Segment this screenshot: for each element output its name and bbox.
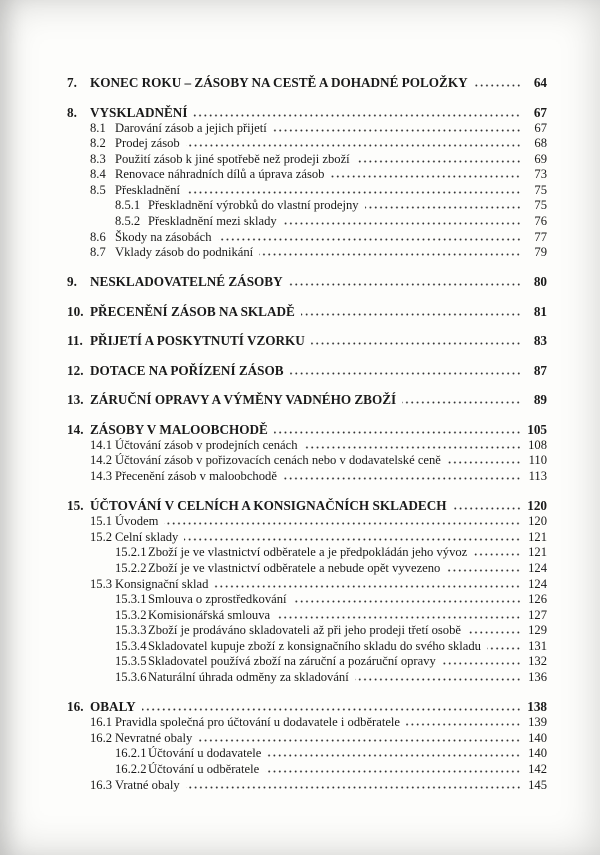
entry-number: 16.1 xyxy=(90,715,113,730)
toc-subsection-entry xyxy=(67,214,547,230)
dot-leader xyxy=(311,342,521,345)
dot-leader xyxy=(198,739,521,742)
dot-leader xyxy=(453,507,522,510)
entry-title: OBALY xyxy=(90,699,136,715)
entry-title: Celní sklady xyxy=(115,529,179,544)
dot-leader xyxy=(273,129,521,132)
dot-leader xyxy=(442,662,521,665)
dot-leader xyxy=(259,253,521,256)
entry-title: Účtování zásob v pořizovacích cenách nebo v dodavatelské ceně xyxy=(115,453,441,468)
toc-section-entry xyxy=(67,715,547,731)
toc-subsection-entry xyxy=(67,639,547,655)
entry-number: 8.3 xyxy=(90,151,106,166)
entry-number: 11. xyxy=(67,333,83,349)
table-of-contents xyxy=(67,62,547,793)
toc-chapter-entry xyxy=(67,497,547,514)
entry-title: Komisionářská smlouva xyxy=(148,607,271,622)
entry-number: 15.2.2 xyxy=(115,560,147,575)
entry-page-number: 73 xyxy=(534,167,547,182)
entry-number: 15.2 xyxy=(90,529,113,544)
toc-section-entry xyxy=(67,530,547,546)
toc-section-entry xyxy=(67,152,547,168)
entry-title: Škody na zásobách xyxy=(115,229,212,244)
dot-leader xyxy=(184,538,521,541)
entry-page-number: 77 xyxy=(534,229,547,244)
entry-number: 16.3 xyxy=(90,777,113,792)
entry-number: 8.5 xyxy=(90,182,106,197)
entry-title: Účtování zásob v prodejních cenách xyxy=(115,437,298,452)
entry-title: Úvodem xyxy=(115,514,159,529)
dot-leader xyxy=(218,238,521,241)
dot-leader xyxy=(186,191,521,194)
entry-page-number: 139 xyxy=(528,715,547,730)
entry-page-number: 67 xyxy=(534,120,547,135)
entry-title: NESKLADOVATELNÉ ZÁSOBY xyxy=(90,274,283,290)
entry-title: Prodej zásob xyxy=(115,136,180,151)
entry-page-number: 110 xyxy=(528,453,547,468)
entry-page-number: 87 xyxy=(533,362,547,378)
dot-leader xyxy=(186,786,521,789)
dot-leader xyxy=(283,477,521,480)
entry-number: 8.5.2 xyxy=(115,214,141,229)
toc-subsection-entry xyxy=(67,654,547,670)
entry-page-number: 121 xyxy=(528,545,547,560)
toc-chapter-entry xyxy=(67,362,547,379)
entry-number: 14.3 xyxy=(90,469,113,484)
entry-page-number: 120 xyxy=(527,498,547,514)
entry-page-number: 67 xyxy=(533,104,547,120)
entry-number: 7. xyxy=(67,75,77,90)
dot-leader xyxy=(301,313,521,316)
entry-number: 14. xyxy=(67,421,84,437)
entry-title: Darování zásob a jejich přijetí xyxy=(115,120,267,135)
entry-title: Naturální úhrada odměny za skladování xyxy=(148,670,349,685)
entry-title: Zboží je ve vlastnictví odběratele a je předpokládán jeho vývoz xyxy=(148,545,468,560)
entry-number: 14.2 xyxy=(90,453,113,468)
entry-title: VYSKLADNĚNÍ xyxy=(90,104,188,120)
dot-leader xyxy=(293,600,521,603)
dot-leader xyxy=(214,585,521,588)
entry-number: 8.6 xyxy=(90,229,106,244)
toc-chapter-entry xyxy=(67,273,547,290)
dot-leader xyxy=(446,569,521,572)
entry-number: 8.4 xyxy=(90,167,106,182)
entry-title: Použití zásob k jiné spotřebě než prodeji zboží xyxy=(115,151,350,166)
entry-number: 15.3.1 xyxy=(115,592,147,607)
dot-leader xyxy=(356,160,521,163)
entry-number: 15.3.4 xyxy=(115,638,147,653)
entry-page-number: 129 xyxy=(528,623,547,638)
entry-page-number: 121 xyxy=(528,529,547,544)
toc-subsection-entry xyxy=(67,762,547,778)
dot-leader xyxy=(164,522,521,525)
entry-title: Renovace náhradních dílů a úprava zásob xyxy=(115,167,325,182)
dot-leader xyxy=(473,553,521,556)
dot-leader xyxy=(193,114,521,117)
entry-number: 15. xyxy=(67,498,84,514)
dot-leader xyxy=(267,754,521,757)
entry-page-number: 132 xyxy=(528,654,547,669)
dot-leader xyxy=(304,446,521,449)
entry-number: 8.7 xyxy=(90,245,106,260)
entry-page-number: 138 xyxy=(527,699,547,715)
dot-leader xyxy=(402,401,521,404)
entry-number: 16. xyxy=(67,699,84,715)
entry-title: Zboží je prodáváno skladovateli až při jeho prodeji třetí osobě xyxy=(148,623,461,638)
toc-section-entry xyxy=(67,438,547,454)
dot-leader xyxy=(276,616,521,619)
entry-page-number: 75 xyxy=(534,198,547,213)
toc-subsection-entry xyxy=(67,670,547,686)
entry-title: Přeskladnění výrobků do vlastní prodejny xyxy=(148,198,359,213)
entry-page-number: 136 xyxy=(528,670,547,685)
entry-page-number: 75 xyxy=(534,182,547,197)
toc-chapter-entry xyxy=(67,391,547,408)
toc-subsection-entry xyxy=(67,746,547,762)
entry-title: ZÁRUČNÍ OPRAVY A VÝMĚNY VADNÉHO ZBOŽÍ xyxy=(90,392,397,408)
entry-title: Účtování u dodavatele xyxy=(148,746,262,761)
toc-chapter-entry xyxy=(67,332,547,349)
entry-page-number: 79 xyxy=(534,245,547,260)
dot-leader xyxy=(467,631,521,634)
entry-page-number: 131 xyxy=(528,638,547,653)
entry-number: 8.1 xyxy=(90,120,106,135)
toc-section-entry xyxy=(67,230,547,246)
entry-page-number: 113 xyxy=(528,469,547,484)
entry-page-number: 80 xyxy=(533,274,547,290)
entry-title: Přecenění zásob v maloobchodě xyxy=(115,469,277,484)
entry-title: Přeskladnění xyxy=(115,182,181,197)
toc-section-entry xyxy=(67,778,547,794)
entry-number: 10. xyxy=(67,303,84,319)
toc-chapter-entry xyxy=(67,303,547,320)
toc-section-entry xyxy=(67,245,547,261)
toc-chapter-entry xyxy=(67,104,547,121)
entry-title: Pravidla společná pro účtování u dodavatele i odběratele xyxy=(115,715,401,730)
entry-page-number: 142 xyxy=(528,761,547,776)
toc-section-entry xyxy=(67,167,547,183)
entry-page-number: 120 xyxy=(528,514,547,529)
entry-title: ÚČTOVÁNÍ V CELNÍCH A KONSIGNAČNÍCH SKLADECH xyxy=(90,498,447,514)
dot-leader xyxy=(186,144,521,147)
entry-number: 13. xyxy=(67,392,84,408)
entry-title: Přeskladnění mezi sklady xyxy=(148,214,277,229)
entry-number: 16.2.2 xyxy=(115,761,147,776)
entry-number: 15.2.1 xyxy=(115,545,147,560)
dot-leader xyxy=(289,283,521,286)
entry-title: DOTACE NA POŘÍZENÍ ZÁSOB xyxy=(90,362,284,378)
entry-page-number: 81 xyxy=(533,303,547,319)
toc-section-entry xyxy=(67,577,547,593)
toc-subsection-entry xyxy=(67,545,547,561)
entry-page-number: 76 xyxy=(534,214,547,229)
entry-page-number: 89 xyxy=(533,392,547,408)
entry-title: PŘIJETÍ A POSKYTNUTÍ VZORKU xyxy=(90,333,305,349)
dot-leader xyxy=(355,678,521,681)
entry-page-number: 140 xyxy=(528,730,547,745)
toc-chapter-entry xyxy=(67,74,547,91)
entry-page-number: 83 xyxy=(533,333,547,349)
entry-page-number: 64 xyxy=(533,75,547,90)
entry-page-number: 145 xyxy=(528,777,547,792)
entry-page-number: 124 xyxy=(528,576,547,591)
toc-subsection-entry xyxy=(67,592,547,608)
entry-number: 14.1 xyxy=(90,437,113,452)
entry-title: Smlouva o zprostředkování xyxy=(148,592,287,607)
entry-page-number: 127 xyxy=(528,607,547,622)
dot-leader xyxy=(283,222,521,225)
toc-section-entry xyxy=(67,514,547,530)
entry-number: 9. xyxy=(67,274,77,290)
dot-leader xyxy=(290,372,521,375)
entry-title: PŘECENĚNÍ ZÁSOB NA SKLADĚ xyxy=(90,303,295,319)
toc-subsection-entry xyxy=(67,198,547,214)
entry-title: Skladovatel kupuje zboží z konsignačního skladu do svého skladu xyxy=(148,638,481,653)
dot-leader xyxy=(330,175,521,178)
entry-number: 15.3.6 xyxy=(115,670,147,685)
entry-number: 16.2 xyxy=(90,730,113,745)
entry-title: Skladovatel používá zboží na záruční a pozáruční opravy xyxy=(148,654,436,669)
entry-title: Účtování u odběratele xyxy=(148,761,260,776)
entry-number: 15.1 xyxy=(90,514,113,529)
dot-leader xyxy=(265,770,521,773)
entry-title: Nevratné obaly xyxy=(115,730,193,745)
entry-number: 8.5.1 xyxy=(115,198,141,213)
entry-number: 15.3.3 xyxy=(115,623,147,638)
entry-number: 15.3.2 xyxy=(115,607,147,622)
entry-page-number: 68 xyxy=(534,136,547,151)
dot-leader xyxy=(406,723,521,726)
toc-section-entry xyxy=(67,136,547,152)
toc-chapter-entry xyxy=(67,421,547,438)
entry-page-number: 69 xyxy=(534,151,547,166)
entry-page-number: 108 xyxy=(528,437,547,452)
entry-number: 16.2.1 xyxy=(115,746,147,761)
entry-title: Konsignační sklad xyxy=(115,576,209,591)
entry-number: 8.2 xyxy=(90,136,106,151)
entry-title: KONEC ROKU – ZÁSOBY NA CESTĚ A DOHADNÉ POLOŽKY xyxy=(90,75,468,90)
dot-leader xyxy=(274,431,521,434)
entry-number: 15.3 xyxy=(90,576,113,591)
entry-page-number: 124 xyxy=(528,560,547,575)
entry-number: 15.3.5 xyxy=(115,654,147,669)
entry-title: Vklady zásob do podnikání xyxy=(115,245,254,260)
entry-title: Zboží je ve vlastnictví odběratele a nebude opět vyvezeno xyxy=(148,560,441,575)
entry-title: ZÁSOBY V MALOOBCHODĚ xyxy=(90,421,268,437)
entry-page-number: 126 xyxy=(528,592,547,607)
entry-page-number: 105 xyxy=(527,421,547,437)
dot-leader xyxy=(447,461,521,464)
toc-section-entry xyxy=(67,183,547,199)
toc-section-entry xyxy=(67,453,547,469)
toc-subsection-entry xyxy=(67,561,547,577)
entry-number: 12. xyxy=(67,362,84,378)
toc-subsection-entry xyxy=(67,608,547,624)
entry-page-number: 140 xyxy=(528,746,547,761)
toc-subsection-entry xyxy=(67,623,547,639)
toc-section-entry xyxy=(67,731,547,747)
dot-leader xyxy=(365,206,521,209)
toc-section-entry xyxy=(67,469,547,485)
entry-number: 8. xyxy=(67,104,77,120)
toc-section-entry xyxy=(67,121,547,137)
dot-leader xyxy=(487,647,521,650)
toc-chapter-entry xyxy=(67,698,547,715)
dot-leader xyxy=(474,84,521,87)
dot-leader xyxy=(142,708,521,711)
entry-title: Vratné obaly xyxy=(115,777,180,792)
